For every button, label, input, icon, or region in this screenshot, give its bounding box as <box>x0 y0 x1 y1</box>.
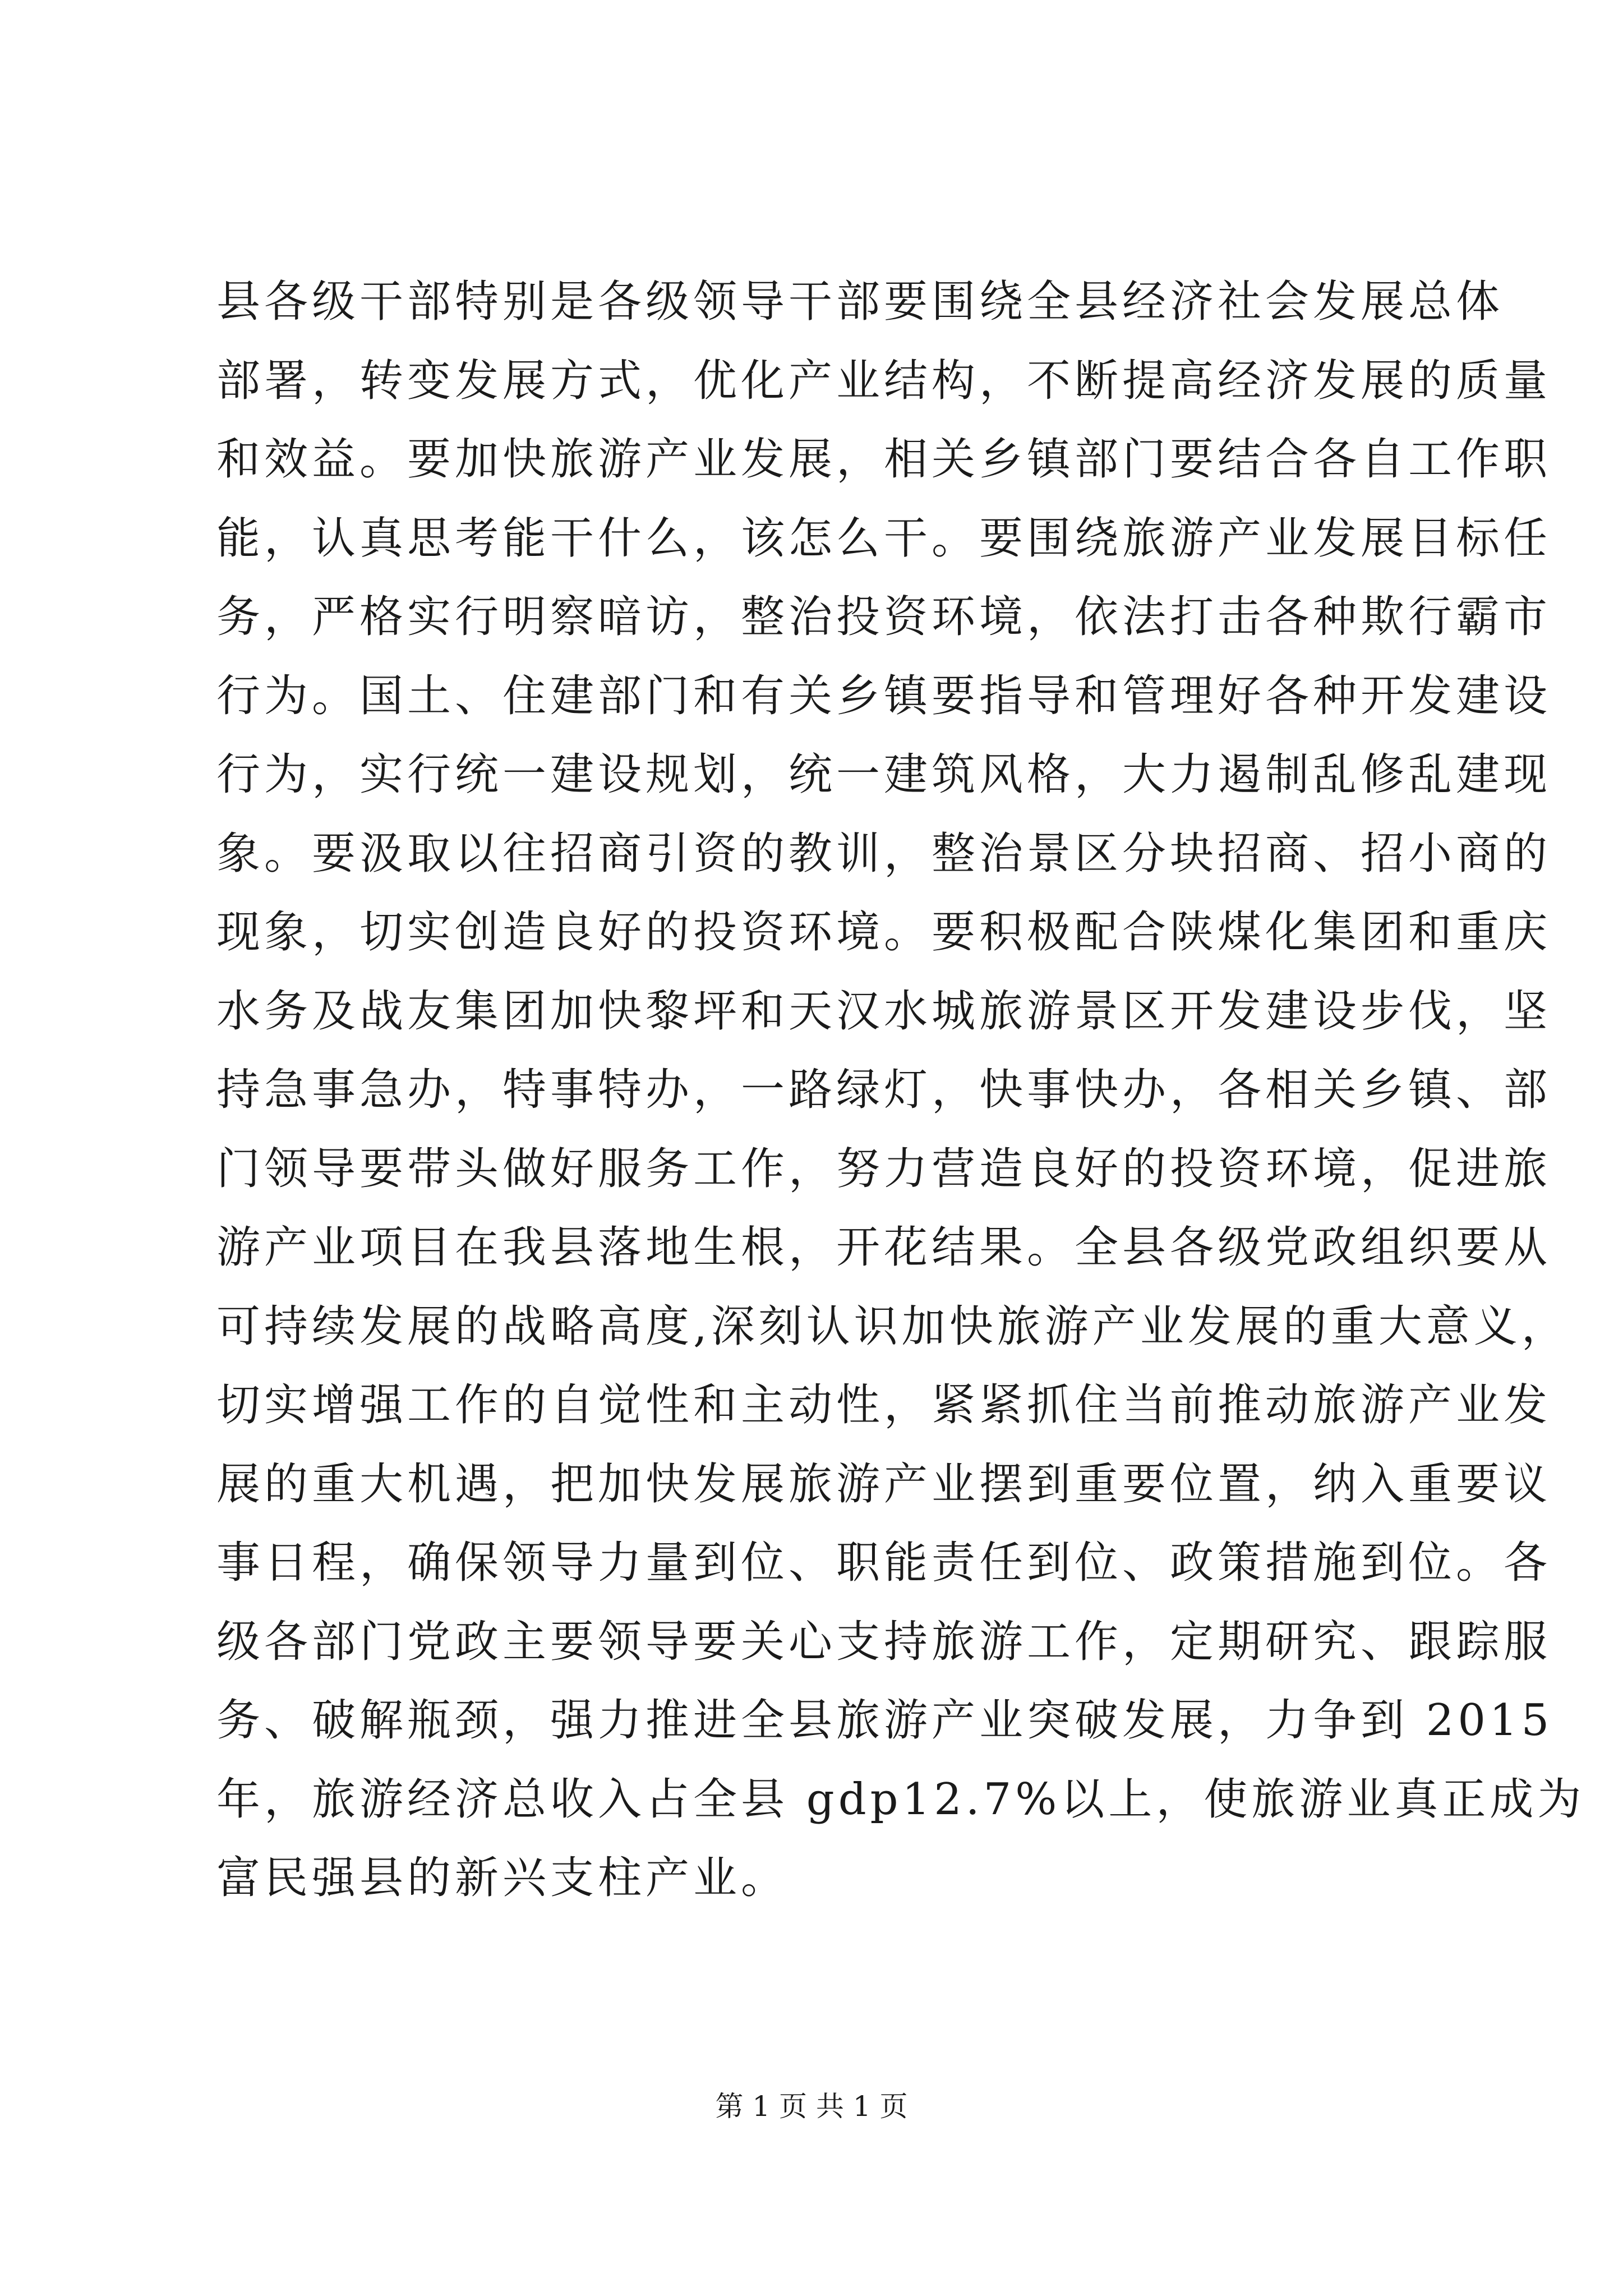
text-line: 行为，实行统一建设规划，统一建筑风格，大力遏制乱修乱建现 <box>216 749 1552 800</box>
text-line: 展的重大机遇，把加快发展旅游产业摆到重要位置，纳入重要议 <box>216 1458 1552 1510</box>
text-line: 级各部门党政主要领导要关心支持旅游工作，定期研究、跟踪服 <box>216 1616 1552 1667</box>
text-line: 象。要汲取以往招商引资的教训，整治景区分块招商、招小商的 <box>216 828 1552 879</box>
page-number-footer: 第 1 页 共 1 页 <box>715 2090 908 2123</box>
text-line: 年，旅游经济总收入占全县 gdp12.7%以上，使旅游业真正成为 <box>216 1774 1585 1825</box>
text-line: 和效益。要加快旅游产业发展，相关乡镇部门要结合各自工作职 <box>216 434 1552 485</box>
text-line: 县各级干部特别是各级领导干部要围绕全县经济社会发展总体 <box>216 277 1504 327</box>
text-line: 持急事急办，特事特办，一路绿灯，快事快办，各相关乡镇、部 <box>216 1065 1552 1115</box>
text-line: 现象，切实创造良好的投资环境。要积极配合陕煤化集团和重庆 <box>216 907 1552 958</box>
text-line: 务、破解瓶颈，强力推进全县旅游产业突破发展，力争到 2015 <box>216 1695 1553 1746</box>
text-line: 行为。国土、住建部门和有关乡镇要指导和管理好各种开发建设 <box>216 670 1552 721</box>
text-line: 富民强县的新兴支柱产业。 <box>216 1853 789 1903</box>
body-paragraph <box>216 263 1585 1918</box>
text-line: 切实增强工作的自觉性和主动性，紧紧抓住当前推动旅游产业发 <box>216 1380 1552 1430</box>
text-line: 务，严格实行明察暗访，整治投资环境，依法打击各种欺行霸市 <box>216 592 1552 642</box>
text-line: 能，认真思考能干什么，该怎么干。要围绕旅游产业发展目标任 <box>216 513 1552 564</box>
text-line: 可持续发展的战略高度,深刻认识加快旅游产业发展的重大意义， <box>216 1301 1569 1352</box>
text-line: 事日程，确保领导力量到位、职能责任到位、政策措施到位。各 <box>216 1538 1552 1588</box>
text-line: 水务及战友集团加快黎坪和天汉水城旅游景区开发建设步伐，坚 <box>216 986 1552 1037</box>
text-line: 游产业项目在我县落地生根，开花结果。全县各级党政组织要从 <box>216 1222 1552 1273</box>
text-line: 部署，转变发展方式，优化产业结构，不断提高经济发展的质量 <box>216 355 1552 406</box>
text-line: 门领导要带头做好服务工作，努力营造良好的投资环境，促进旅 <box>216 1143 1552 1194</box>
